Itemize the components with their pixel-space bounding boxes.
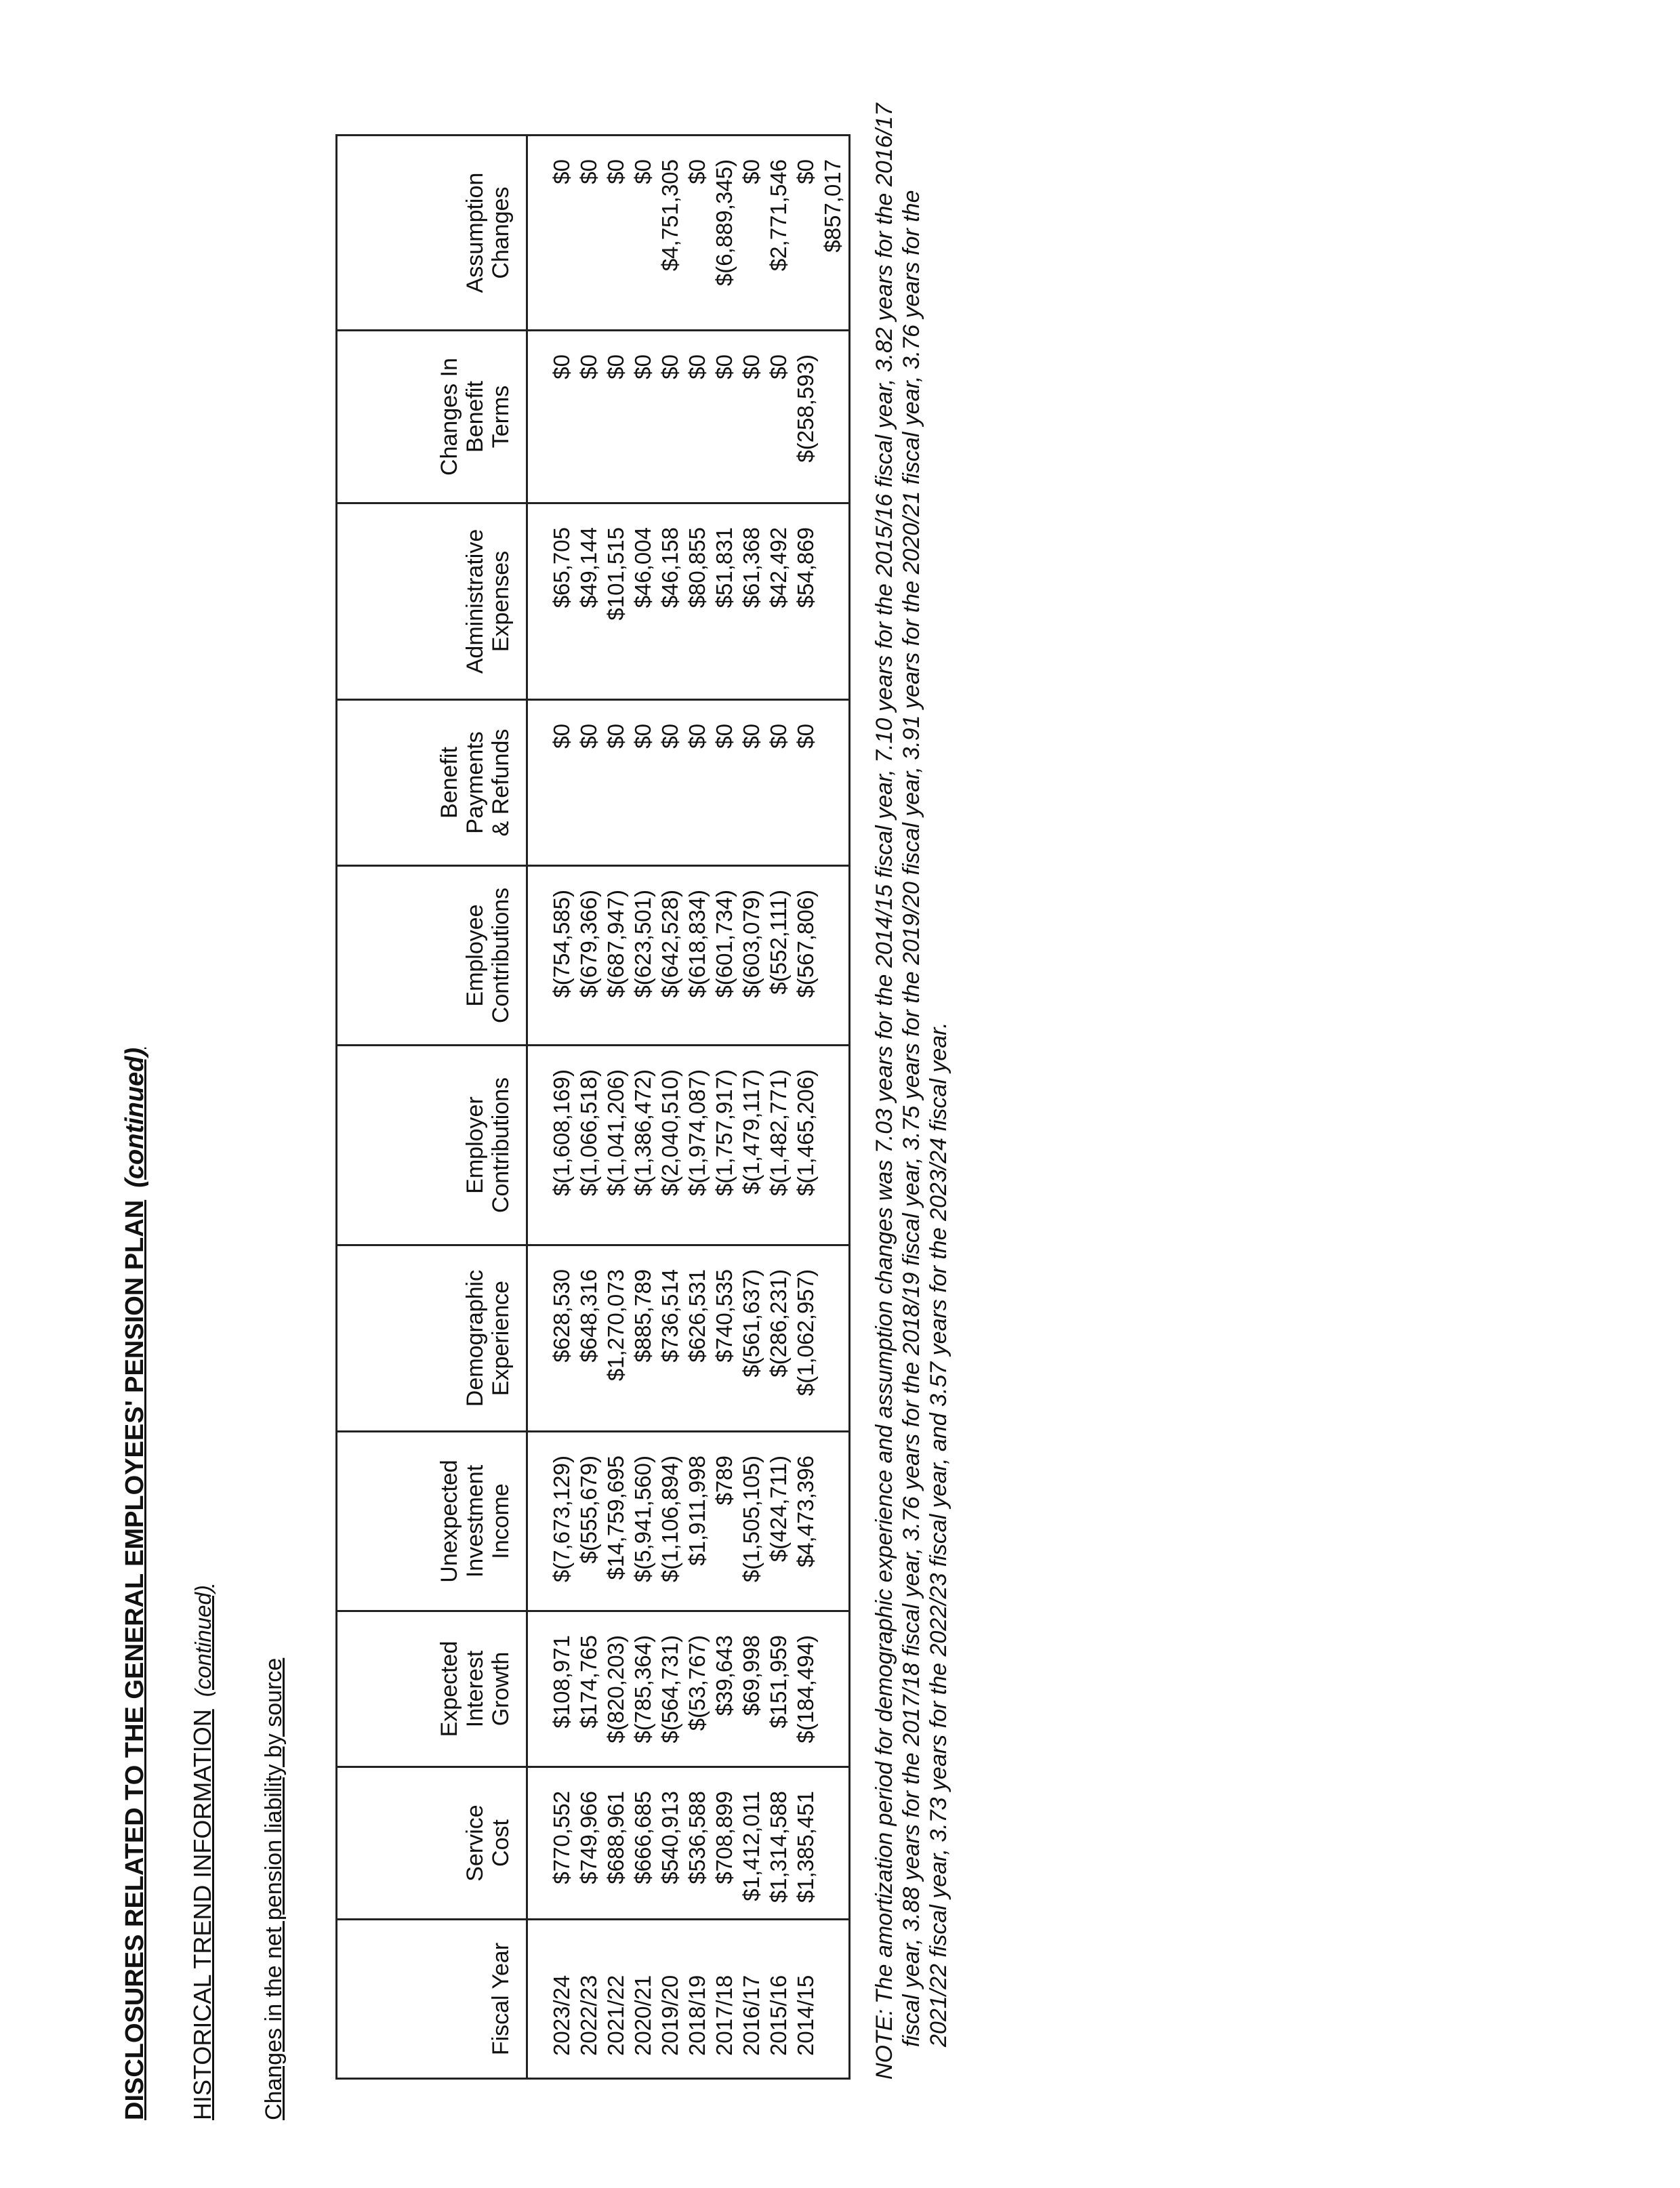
col-header-employer-contributions: Employer Contributions bbox=[337, 1046, 527, 1245]
col-header-employee-contributions: Employee Contributions bbox=[337, 866, 527, 1046]
col-assumption-changes: $0 $0 $0 $0 $4,751,305 $0 $(6,889,345) $0 $2,771,546 $0 $857,017 bbox=[527, 136, 850, 331]
col-header-benefit-payments-refunds: Benefit Payments & Refunds bbox=[337, 700, 527, 866]
col-header-expected-interest-growth: Expected Interest Growth bbox=[337, 1611, 527, 1767]
col-service-cost: $770,552 $749,966 $688,961 $666,685 $540,913 $536,588 $708,899 $1,412,011 $1,314,588 $1,385,451 bbox=[527, 1767, 850, 1920]
footnote-line-3: 2021/22 fiscal year, 3.73 years for the 2022/23 fiscal year, and 3.57 years for the 2023/24 fiscal year. bbox=[926, 1022, 951, 2047]
col-employee-contributions: $(754,585) $(679,366) $(687,947) $(623,501) $(642,528) $(618,834) $(601,734) $(603,079) $(552,111) $(567,806) bbox=[527, 866, 850, 1046]
pension-liability-table bbox=[335, 134, 851, 2080]
footnote-line-1 bbox=[871, 103, 898, 2080]
col-administrative-expenses: $65,705 $49,144 $101,515 $46,004 $46,158 $80,855 $51,831 $61,368 $42,492 $54,869 bbox=[527, 503, 850, 700]
table-header-row bbox=[337, 136, 527, 2079]
col-header-assumption-changes: Assumption Changes bbox=[337, 136, 527, 331]
col-header-service-cost: Service Cost bbox=[337, 1767, 527, 1920]
footnote-line-2: fiscal year, 3.88 years for the 2017/18 fiscal year, 3.76 years for the 2018/19 fiscal year, 3.75 years for the 2019/20 fiscal year, 3.91 years for the 2020/21 fiscal year, 3.76 years for the bbox=[899, 190, 924, 2047]
footnote bbox=[871, 103, 952, 2080]
table-caption: Changes in the net pension liability by source bbox=[261, 1657, 287, 2120]
col-header-changes-in-benefit-terms: Changes In Benefit Terms bbox=[337, 331, 527, 503]
col-header-unexpected-investment-income: Unexpected Investment Income bbox=[337, 1432, 527, 1611]
col-header-administrative-expenses: Administrative Expenses bbox=[337, 503, 527, 700]
footnote-label: NOTE: bbox=[872, 2009, 897, 2080]
footnote-line-1-text: The amortization period for demographic experience and assumption changes was 7.03 years for the 2014/15 fiscal year, 7.10 years for the 2015/16 fiscal year, 3.82 years for the 2016/17 bbox=[872, 103, 897, 2004]
col-benefit-payments-refunds: $0 $0 $0 $0 $0 $0 $0 $0 $0 $0 bbox=[527, 700, 850, 866]
page-title-text: DISCLOSURES RELATED TO THE GENERAL EMPLOYEES' PENSION PLAN bbox=[121, 1199, 149, 2120]
section-subtitle-suffix: (continued) bbox=[190, 1585, 216, 1697]
col-header-fiscal-year: Fiscal Year bbox=[337, 1920, 527, 2079]
col-employer-contributions: $(1,608,169) $(1,066,518) $(1,041,206) $(1,386,472) $(2,040,510) $(1,974,087) $(1,757,917) $(1,479,117) $(1,482,771) $(1,465,206) bbox=[527, 1046, 850, 1245]
col-expected-interest-growth: $108,971 $174,765 $(820,203) $(785,364) $(564,731) $(53,767) $39,643 $69,998 $151,959 $(184,494) bbox=[527, 1611, 850, 1767]
section-subtitle-text: HISTORICAL TREND INFORMATION bbox=[188, 1709, 216, 2120]
page-title bbox=[121, 1048, 150, 2120]
col-fiscal-year: 2023/24 2022/23 2021/22 2020/21 2019/20 2018/19 2017/18 2016/17 2015/16 2014/15 bbox=[549, 1975, 818, 2056]
col-header-demographic-experience: Demographic Experience bbox=[337, 1245, 527, 1432]
section-subtitle bbox=[188, 1585, 217, 2120]
page-title-suffix: (continued) bbox=[121, 1047, 149, 1188]
col-demographic-experience: $628,530 $648,316 $1,270,073 $885,789 $736,514 $626,531 $740,535 $(561,637) $(286,231) $(1,062,957) bbox=[527, 1245, 850, 1432]
col-changes-in-benefit-terms: $0 $0 $0 $0 $0 $0 $0 $0 $0 $(258,593) bbox=[527, 331, 850, 503]
table-body-row bbox=[527, 136, 850, 2079]
col-unexpected-investment-income: $(7,673,129) $(555,679) $14,759,695 $(5,941,560) $(1,106,894) $1,911,998 $789 $(1,505,105) $(424,711) $4,473,396 bbox=[527, 1432, 850, 1611]
